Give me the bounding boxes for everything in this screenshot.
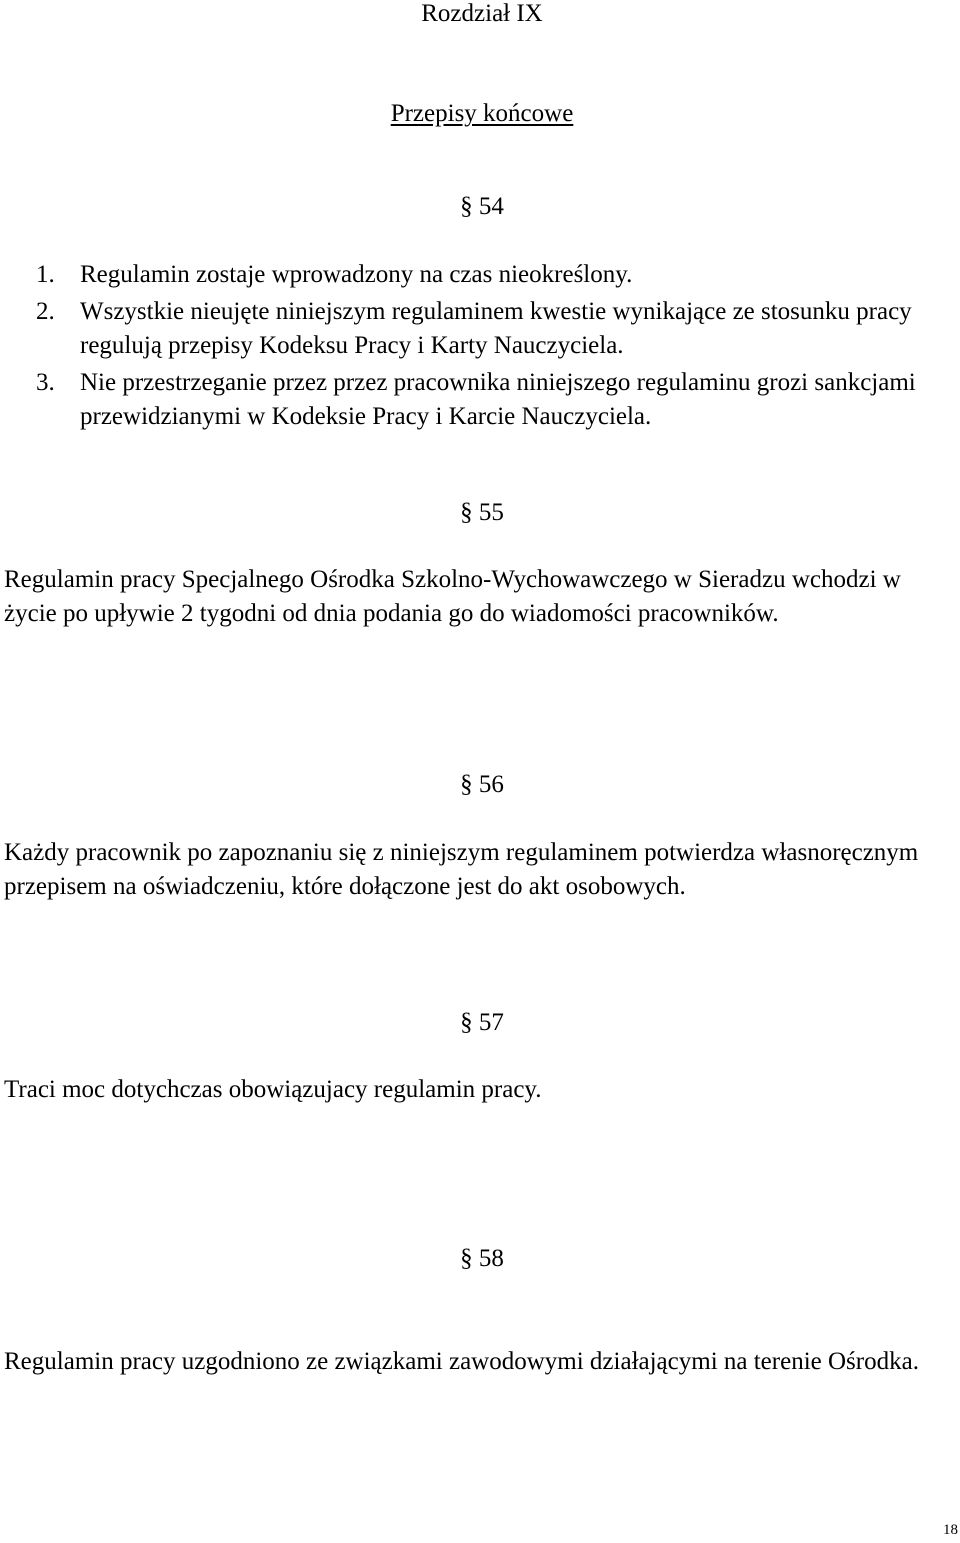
numbered-list: [0, 258, 960, 437]
list-item: [0, 366, 960, 434]
paragraph-mark-55: § 55: [460, 499, 504, 526]
list-item: [0, 295, 960, 363]
list-item: [0, 258, 960, 292]
paragraph-56-text: Każdy pracownik po zapoznaniu się z niniejszym regulaminem potwierdza własnoręcznym przepisem na oświadczeniu, które dołączone jest do akt osobowych.: [4, 839, 919, 900]
paragraph-55-text: Regulamin pracy Specjalnego Ośrodka Szkolno-Wychowawczego w Sieradzu wchodzi w życie po upływie 2 tygodni od dnia podania go do wiadomości pracowników.: [4, 566, 901, 627]
list-item-number: 3.: [36, 369, 55, 396]
paragraph-mark-54: § 54: [460, 193, 504, 220]
page-number: 18: [943, 1522, 958, 1538]
paragraph-mark-56: § 56: [460, 771, 504, 798]
list-item-number: 2.: [36, 298, 55, 325]
section-title: Przepisy końcowe: [390, 100, 574, 127]
list-item-text: Wszystkie nieujęte niniejszym regulaminem kwestie wynikające ze stosunku pracy regulują przepisy Kodeksu Pracy i Karty Nauczyciela.: [80, 298, 912, 359]
list-item-text: Nie przestrzeganie przez przez pracownika niniejszego regulaminu grozi sankcjami przewidzianymi w Kodeksie Pracy i Karcie Nauczyciela.: [80, 369, 916, 430]
chapter-heading: Rozdział IX: [421, 0, 543, 27]
list-item-text: Regulamin zostaje wprowadzony na czas nieokreślony.: [80, 261, 633, 288]
paragraph-58-text: Regulamin pracy uzgodniono ze związkami zawodowymi działającymi na terenie Ośrodka.: [4, 1348, 919, 1375]
paragraph-57-text: Traci moc dotychczas obowiązujacy regulamin pracy.: [4, 1076, 542, 1103]
paragraph-mark-57: § 57: [460, 1009, 504, 1036]
list-item-number: 1.: [36, 261, 55, 288]
paragraph-mark-58: § 58: [460, 1245, 504, 1272]
